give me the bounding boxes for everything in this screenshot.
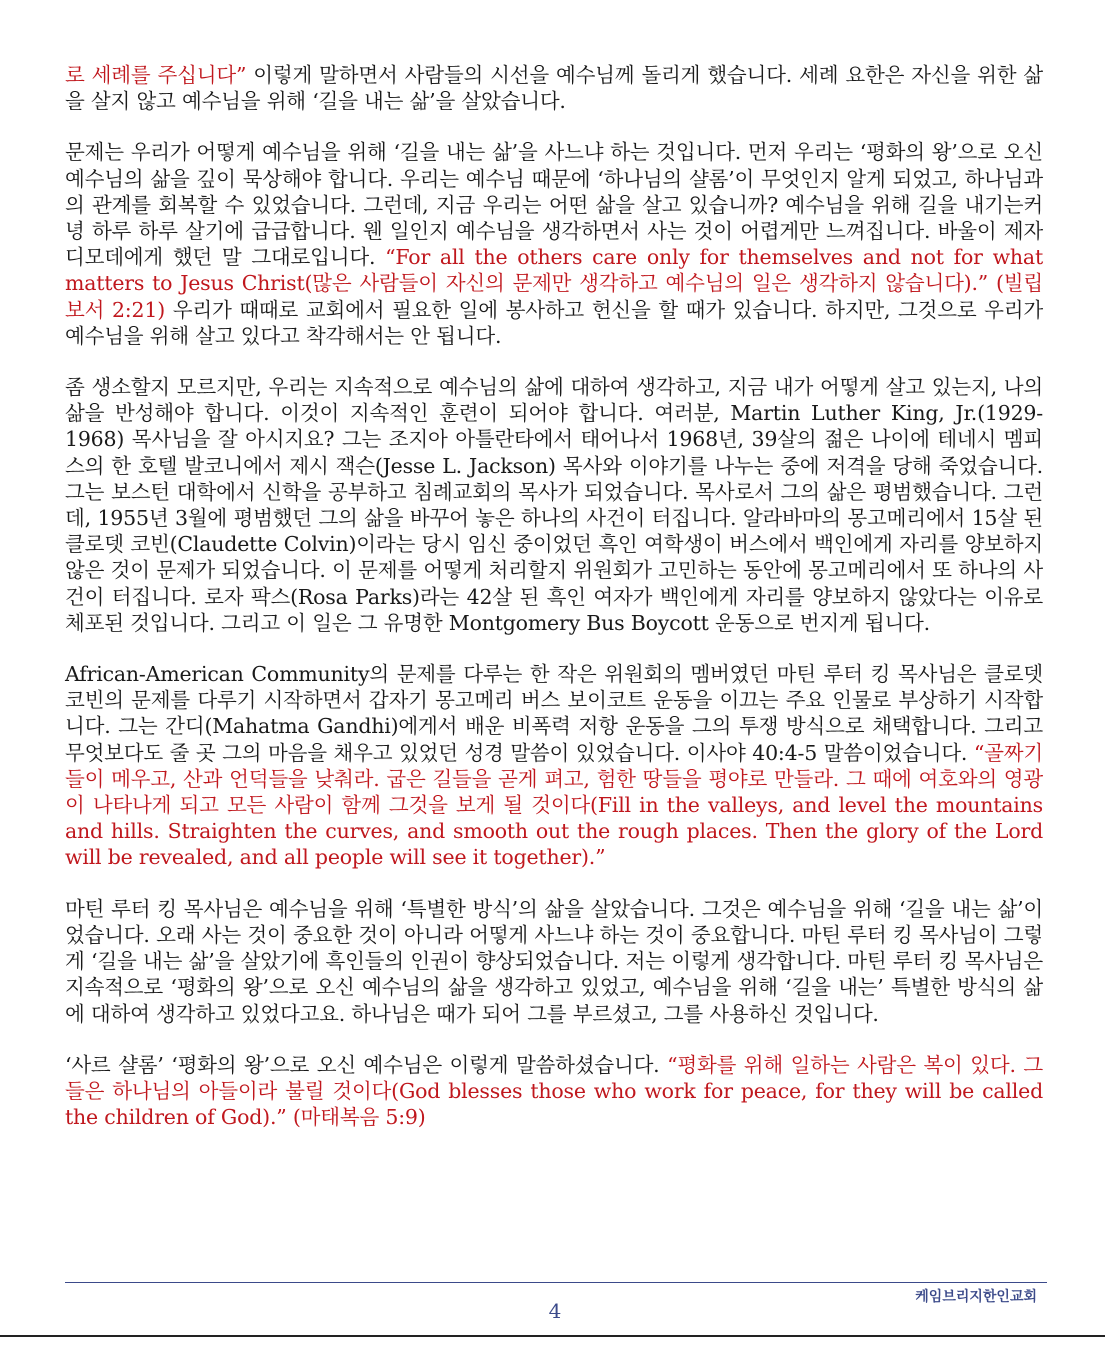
paragraph-4 [65, 661, 1043, 871]
quote-text: “골짜기들이 메우고, 산과 언덕들을 낮춰라. 굽은 길들을 곧게 펴고, 험한 땅들을 평야로 만들라. 그 때에 여호와의 영광이 나타나게 되고 모든 사람이 함께 그것을 보게 될 것이다(Fill in the valleys, and level the mountains and hills. Straighten the curves, and smooth out the rough places. Then the glory of the Lord will be revealed, and all people will see it together).” [65, 740, 1043, 870]
paragraph-2 [65, 139, 1043, 349]
footer-divider [65, 1282, 1047, 1283]
body-text: 좀 생소할지 모르지만, 우리는 지속적으로 예수님의 삶에 대하여 생각하고, 지금 내가 어떻게 살고 있는지, 나의 삶을 반성해야 합니다. 이것이 지속적인 훈련이 되어야 합니다. 여러분, Martin Luther King, Jr.(1929-1968) 목사님을 잘 아시지요? 그는 조지아 아틀란타에서 태어나서 1968년, 39살의 젊은 나이에 테네시 멤피스의 한 호텔 발코니에서 제시 잭슨(Jesse L. Jackson) 목사와 이야기를 나누는 중에 저격을 당해 죽었습니다. 그는 보스턴 대학에서 신학을 공부하고 침례교회의 목사가 되었습니다. 목사로서 그의 삶은 평범했습니다. 그런데, 1955년 3월에 평범했던 그의 삶을 바꾸어 놓은 하나의 사건이 터집니다. 알라바마의 몽고메리에서 15살 된 클로뎃 코빈(Claudette Colvin)이라는 당시 임신 중이었던 흑인 여학생이 버스에서 백인에게 자리를 양보하지 않은 것이 문제가 되었습니다. 이 문제를 어떻게 처리할지 위원회가 고민하는 동안에 몽고메리에서 또 하나의 사건이 터집니다. 로자 팍스(Rosa Parks)라는 42살 된 흑인 여자가 백인에게 자리를 양보하지 않았다는 이유로 체포된 것입니다. 그리고 이 일은 그 유명한 Montgomery Bus Boycott 운동으로 번지게 됩니다. [65, 375, 1043, 635]
body-text: 마틴 루터 킹 목사님은 예수님을 위해 ‘특별한 방식’의 삶을 살았습니다. 그것은 예수님을 위해 ‘길을 내는 삶’이었습니다. 오래 사는 것이 중요한 것이 아니라 어떻게 사느냐 하는 것이 중요합니다. 마틴 루터 킹 목사님이 그렇게 ‘길을 내는 삶’을 살았기에 흑인들의 인권이 향상되었습니다. 저는 이렇게 생각합니다. 마틴 루터 킹 목사님은 지속적으로 ‘평화의 왕’으로 오신 예수님의 삶을 생각하고 있었고, 예수님을 위해 ‘길을 내는’ 특별한 방식의 삶에 대하여 생각하고 있었다고요. 하나님은 때가 되어 그를 부르셨고, 그를 사용하신 것입니다. [65, 896, 1043, 1026]
quote-text: “For all the others care only for themselves and not for what matters to Jesus Christ(많은 사람들이 자신의 문제만 생각하고 예수님의 일은 생각하지 않습니다).” (빌립보서 2:21) [65, 245, 1043, 322]
quote-text: 로 세례를 주십니다” [65, 63, 247, 87]
body-text: 문제는 우리가 어떻게 예수님을 위해 ‘길을 내는 삶’을 사느냐 하는 것입니다. 먼저 우리는 ‘평화의 왕’으로 오신 예수님의 삶을 깊이 묵상해야 합니다. 우리는 예수님 때문에 ‘하나님의 샬롬’이 무엇인지 알게 되었고, 하나님과의 관계를 회복할 수 있었습니다. 그런데, 지금 우리는 어떤 삶을 살고 있습니까? 예수님을 위해 길을 내기는커녕 하루 하루 살기에 급급합니다. 웬 일인지 예수님을 생각하면서 사는 것이 어렵게만 느껴집니다. 바울이 제자 디모데에게 했던 말 그대로입니다. [65, 140, 1043, 270]
document-body [65, 62, 1043, 1155]
quote-text: “평화를 위해 일하는 사람은 복이 있다. 그들은 하나님의 아들이라 불릴 것이다(God blesses those who work for peace, for they will be called the children of God).” (마태복음 5:9) [65, 1052, 1043, 1130]
body-text: African-American Community의 문제를 다루는 한 작은 위원회의 멤버였던 마틴 루터 킹 목사님은 클로뎃 코빈의 문제를 다루기 시작하면서 갑자기 몽고메리 버스 보이코트 운동을 이끄는 주요 인물로 부상하기 시작합니다. 그는 간디(Mahatma Gandhi)에게서 배운 비폭력 저항 운동을 그의 투쟁 방식으로 채택합니다. 그리고 무엇보다도 줄 곳 그의 마음을 채우고 있었던 성경 말씀이 있었습니다. 이사야 40:4-5 말씀이었습니다. [65, 662, 1043, 765]
page-bottom-divider [0, 1335, 1105, 1337]
paragraph-3 [65, 374, 1043, 636]
paragraph-5 [65, 896, 1043, 1027]
body-text: 이렇게 말하면서 사람들의 시선을 예수님께 돌리게 했습니다. 세례 요한은 자신을 위한 삶을 살지 않고 예수님을 위해 ‘길을 내는 삶’을 살았습니다. [65, 63, 1043, 114]
church-name: 케임브리지한인교회 [915, 1289, 1037, 1305]
body-text: 우리가 때때로 교회에서 필요한 일에 봉사하고 헌신을 할 때가 있습니다. 하지만, 그것으로 우리가 예수님을 위해 살고 있다고 착각해서는 안 됩니다. [65, 297, 1043, 348]
paragraph-6 [65, 1052, 1043, 1131]
paragraph-1 [65, 62, 1043, 114]
page-number: 4 [548, 1299, 562, 1323]
body-text: ‘사르 샬롬’ ‘평화의 왕’으로 오신 예수님은 이렇게 말씀하셨습니다. [65, 1052, 668, 1077]
